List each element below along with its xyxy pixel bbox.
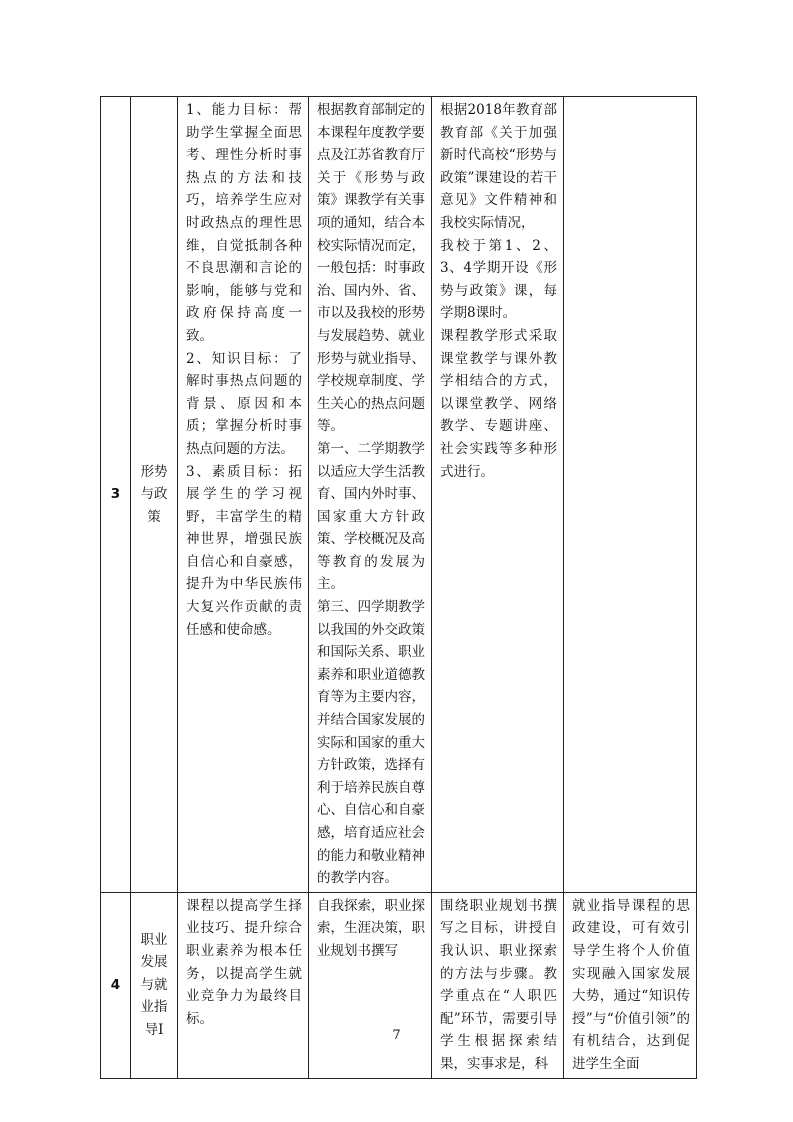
course-name-line: 与政 <box>140 486 168 503</box>
course-content <box>309 97 432 893</box>
course-name-line: 业指 <box>140 999 168 1016</box>
course-number: 3 <box>101 97 131 893</box>
page-number: 7 <box>392 1028 401 1043</box>
table-row <box>101 97 697 893</box>
course-name-line: 策 <box>147 508 161 525</box>
content-paragraph: 自我探索，职业探索，生涯决策，职业规划书撰写 <box>317 897 425 959</box>
ideological-notes <box>564 892 697 1078</box>
objective-paragraph: 3、素质目标：拓展学生的学习视野，丰富学生的精神世界，增强民族自信心和自豪感，提升为中华民族伟大复兴作贡献的责任感和使命感。 <box>186 463 302 638</box>
course-content <box>309 892 432 1078</box>
requirement-paragraph: 课程教学形式采取课堂教学与课外教学相结合的方式，以课堂教学、网络教学、专题讲座、社会实践等多种形式进行。 <box>440 327 557 480</box>
course-name <box>131 892 178 1078</box>
curriculum-table <box>100 96 697 1079</box>
content-paragraph: 根据教育部制定的本课程年度教学要点及江苏省教育厅关于《形势与政策》课教学有关事项的通知，结合本校实际情况而定，一般包括：时事政治、国内外、省、市以及我校的形势与发展趋势、就业形势与就业指导、学校规章制度、学生关心的热点问题等。 <box>317 102 425 435</box>
course-name-line: 发展 <box>140 954 168 971</box>
ideological-paragraph: 就业指导课程的思政建设，可有效引导学生将个人价值实现融入国家发展大势，通过“知识传授”与“价值引领”的有机结合，达到促进学生全面 <box>572 897 690 1072</box>
content-paragraph: 第一、二学期教学以适应大学生活教育、国内外时事、国家重大方针政策、学校概况及高等教育的发展为主。 <box>317 440 425 593</box>
requirement-paragraph: 根据2018年教育部教育部《关于加强新时代高校“形势与政策”课建设的若干意见》文件精神和我校实际情况， <box>440 102 557 231</box>
course-name <box>131 97 178 893</box>
course-number: 4 <box>101 892 131 1078</box>
objective-paragraph: 1、能力目标：帮助学生掌握全面思考、理性分析时事热点的方法和技巧，培养学生应对时政热点的理性思维，自觉抵制各种不良思潮和言论的影响，能够与党和政府保持高度一致。 <box>186 102 302 344</box>
teaching-requirements <box>432 892 564 1078</box>
course-name-line: 形势 <box>140 463 168 480</box>
course-objectives <box>178 892 309 1078</box>
objective-paragraph: 2、知识目标：了解时事热点问题的背景、原因和本质；掌握分析时事热点问题的方法。 <box>186 350 302 457</box>
course-name-line: 与就 <box>140 976 168 993</box>
table-row <box>101 892 697 1078</box>
requirement-paragraph: 我校于第1、2、3、4学期开设《形势与政策》课，每学期8课时。 <box>440 237 557 322</box>
ideological-notes <box>564 97 697 893</box>
course-name-line: 导Ⅰ <box>144 1022 164 1039</box>
course-name-line: 职业 <box>140 931 168 948</box>
content-paragraph: 第三、四学期教学以我国的外交政策和国际关系、职业素养和职业道德教育等为主要内容，并结合国家发展的实际和国家的重大方针政策，选择有利于培养民族自尊心、自信心和自豪感，培育适应社会的能力和敬业精神的教学内容。 <box>317 599 425 887</box>
objective-paragraph: 课程以提高学生择业技巧、提升综合职业素养为根本任务，以提高学生就业竞争力为最终目标。 <box>186 897 302 1027</box>
requirement-paragraph: 围绕职业规划书撰写之目标，讲授自我认识、职业探索的方法与步骤。教学重点在“人职匹配”环节，需要引导学生根据探索结果，实事求是，科 <box>440 897 557 1072</box>
teaching-requirements <box>432 97 564 893</box>
course-objectives <box>178 97 309 893</box>
